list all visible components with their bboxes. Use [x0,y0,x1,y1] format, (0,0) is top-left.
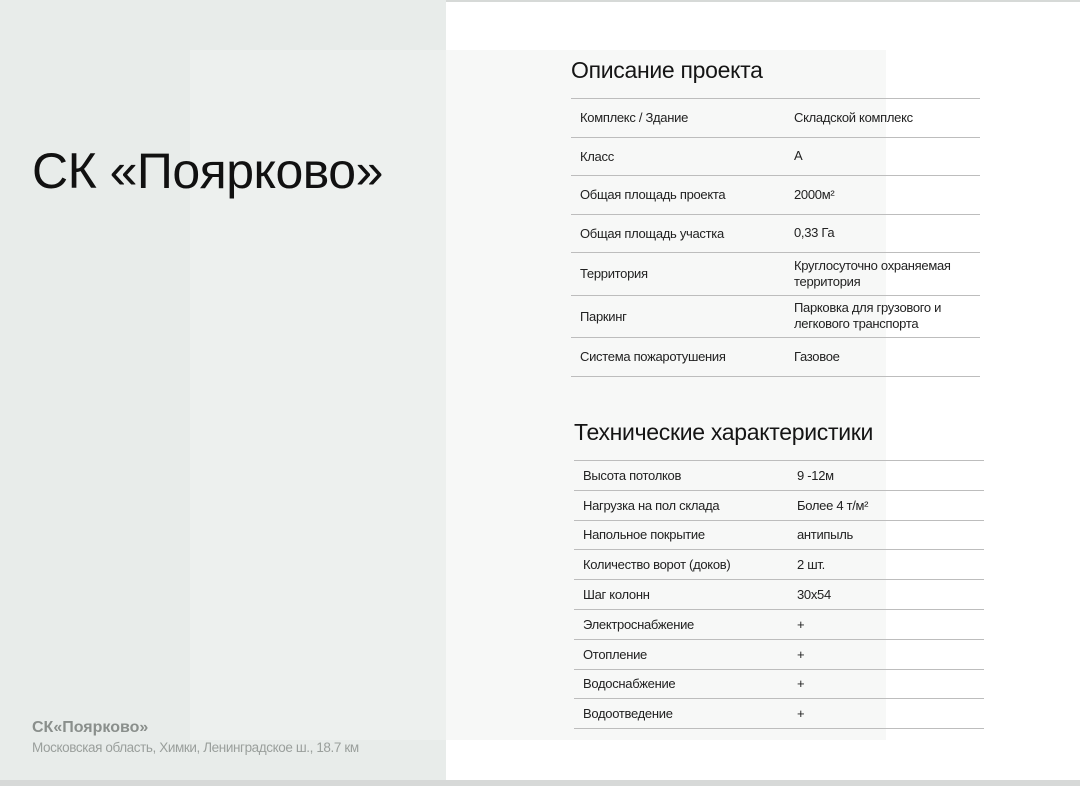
table-row [571,253,980,296]
table-row [574,521,984,551]
row-key: Водоснабжение [583,676,676,692]
row-value: + [797,616,805,632]
row-key: Класс [580,148,614,164]
row-key: Территория [580,266,648,282]
row-value: 30x54 [797,587,831,603]
table-row [571,138,980,177]
row-value: + [797,646,805,662]
bottom-strip [0,780,1080,786]
table-row [574,550,984,580]
row-key: Напольное покрытие [583,527,705,543]
row-key: Общая площадь участка [580,225,724,241]
table-row [571,338,980,377]
row-key: Электроснабжение [583,616,694,632]
row-value: + [797,706,805,722]
row-key: Комплекс / Здание [580,110,689,126]
table-row [574,461,984,491]
table-row [571,296,980,339]
row-value: А [794,148,803,164]
row-value: 2 шт. [797,557,825,573]
row-value: Круглосуточно охраняемая территория [794,257,951,289]
row-value: Парковка для грузового и легкового транспорта [794,300,942,332]
table-row [571,99,980,138]
row-key: Водоотведение [583,706,673,722]
technical-table [574,460,984,729]
row-value: 0,33 Га [794,225,835,241]
row-key: Шаг колонн [583,587,650,603]
row-key: Система пожаротушения [580,349,726,365]
table-row [574,580,984,610]
description-table [571,98,980,377]
footer-address: Московская область, Химки, Ленинградское ш., 18.7 км [32,740,359,755]
row-value: + [797,676,805,692]
table-row [574,670,984,700]
row-key: Нагрузка на пол склада [583,497,720,513]
footer-project-name: СК«Поярково» [32,719,149,736]
row-value: Более 4 т/м² [797,497,869,513]
technical-heading: Технические характеристики [574,419,874,445]
row-key: Паркинг [580,308,627,324]
table-row [574,610,984,640]
row-value: антипыль [797,527,853,543]
table-row [571,215,980,254]
row-value: 9 -12м [797,467,834,483]
table-row [574,699,984,729]
row-key: Общая площадь проекта [580,187,726,203]
table-row [574,491,984,521]
row-key: Количество ворот (доков) [583,557,731,573]
table-row [574,640,984,670]
table-row [571,176,980,215]
page-title: СК «Поярково» [32,143,383,199]
row-key: Высота потолков [583,467,682,483]
row-value: Складской комплекс [794,109,913,125]
row-value: Газовое [794,348,840,364]
description-heading: Описание проекта [571,57,763,83]
row-value: 2000м² [794,186,835,202]
row-key: Отопление [583,646,647,662]
